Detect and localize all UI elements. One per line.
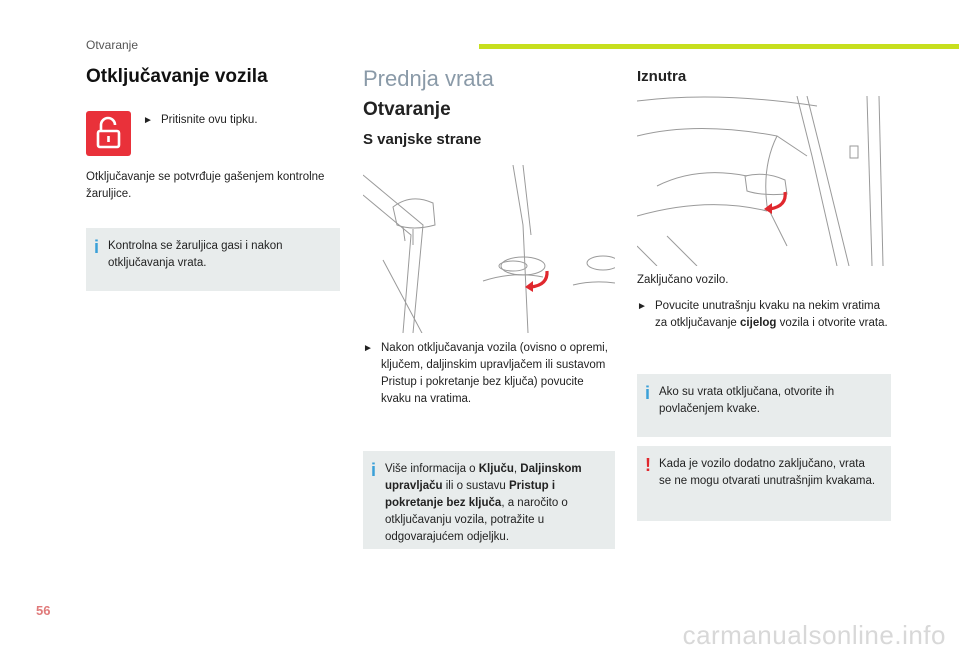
pull-arrow-icon xyxy=(521,267,551,293)
info-icon: i xyxy=(94,237,100,257)
page-number: 56 xyxy=(36,603,51,618)
unlock-instruction xyxy=(143,112,333,129)
unlock-instruction-text: Pritisnite ovu tipku. xyxy=(161,114,258,126)
exterior-handle-illustration xyxy=(363,165,615,333)
padlock-open-icon xyxy=(86,111,131,156)
warning-icon: ! xyxy=(645,455,651,475)
outside-instruction-text: Nakon otključavanja vozila (ovisno o opremi, ključem, daljinskim upravljačem ili sustavom Pristup i pokretanje bez ključa) povucite kvaku na vratima. xyxy=(381,342,608,405)
unlock-confirmation-text: Otključavanje se potvrđuje gašenjem kontrolne žaruljice. xyxy=(86,171,325,200)
info-icon: i xyxy=(371,460,377,480)
page-title: Otključavanje vozila xyxy=(86,66,268,87)
warning-note xyxy=(637,446,891,521)
inside-instruction-text: Povucite unutrašnju kvaku na nekim vratima za otključavanje cijelog vozila i otvorite vrata. xyxy=(655,300,888,329)
heading-outside: S vanjske strane xyxy=(363,131,482,148)
unlocked-note-text: Ako su vrata otključana, otvorite ih povlačenjem kvake. xyxy=(659,386,835,415)
info-note-more xyxy=(363,451,615,549)
header-accent-bar xyxy=(479,44,959,49)
watermark: carmanualsonline.info xyxy=(682,620,946,650)
arrow-bullet-icon: ► xyxy=(637,301,647,312)
pull-arrow-icon xyxy=(761,190,789,214)
unlock-button-illustration xyxy=(86,111,131,156)
inside-instruction xyxy=(637,298,891,332)
section-title: Prednja vrata xyxy=(363,66,494,91)
outside-instruction xyxy=(363,340,615,408)
arrow-bullet-icon: ► xyxy=(363,343,373,354)
interior-handle-illustration xyxy=(637,96,891,266)
section-label: Otvaranje xyxy=(86,38,139,52)
subsection-title: Otvaranje xyxy=(363,99,451,120)
more-info-text: Više informacija o Ključu, Daljinskom upravljaču ili o sustavu Pristup i pokretanje bez ključa, a naročito o otključavanju vozila, potražite u odgovarajućem odjeljku. xyxy=(385,463,582,543)
arrow-bullet-icon: ► xyxy=(143,115,153,126)
warning-note-text: Kada je vozilo dodatno zaključano, vrata se ne mogu otvarati unutrašnjim kvakama. xyxy=(659,458,876,487)
info-icon: i xyxy=(645,383,651,403)
info-note-text: Kontrolna se žaruljica gasi i nakon otključavanja vrata. xyxy=(108,240,283,269)
info-note-unlocked xyxy=(637,374,891,437)
locked-vehicle-caption: Zaključano vozilo. xyxy=(637,274,729,286)
heading-inside: Iznutra xyxy=(637,68,687,85)
info-note xyxy=(86,228,340,291)
